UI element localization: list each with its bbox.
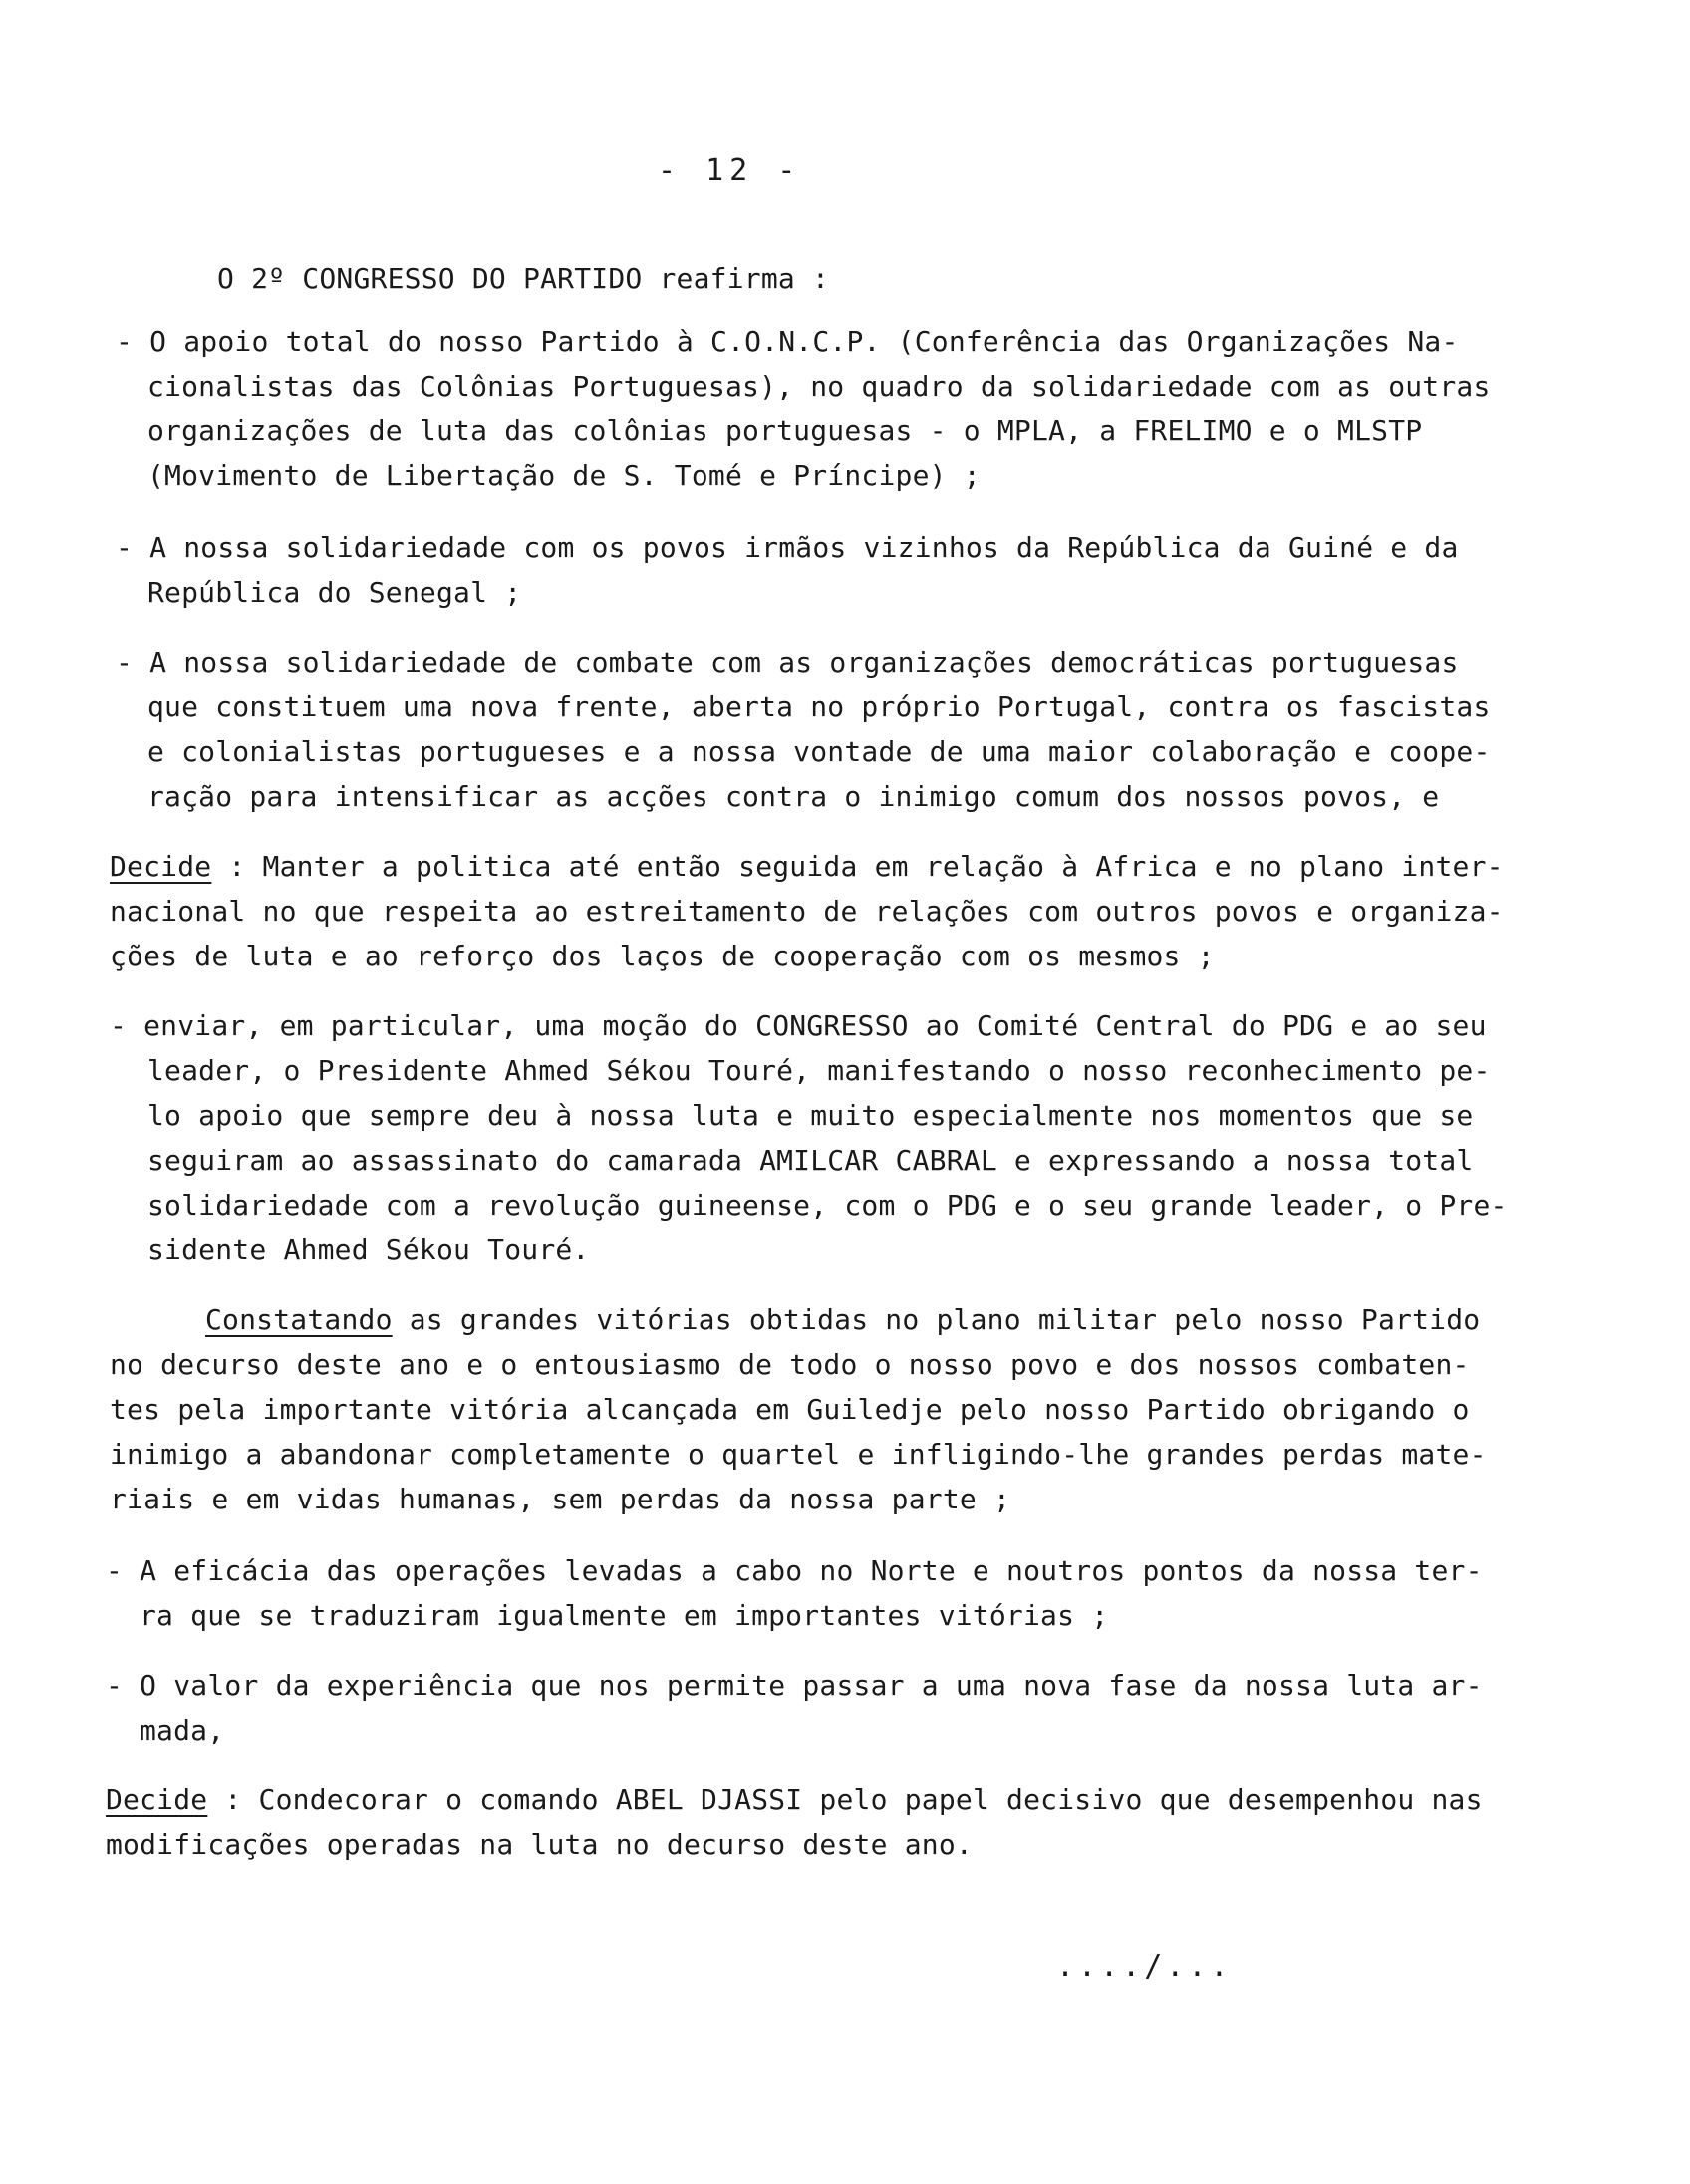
decide-line: nacional no que respeita ao estreitamento de relações com outros povos e organiza- — [110, 895, 1504, 928]
bullet-line: leader, o Presidente Ahmed Sékou Touré, manifestando o nosso reconhecimento pe- — [147, 1054, 1491, 1087]
constatando-label: Constatando — [205, 1303, 393, 1336]
bullet-line: solidariedade com a revolução guineense, com o PDG e o seu grande leader, o Pre- — [147, 1189, 1508, 1222]
constatando-line: inimigo a abandonar completamente o quartel e infligindo-lhe grandes perdas mate- — [110, 1438, 1487, 1471]
constatando-line: as grandes vitórias obtidas no plano militar pelo nosso Partido — [392, 1303, 1481, 1336]
bullet-line: e colonialistas portugueses e a nossa vontade de uma maior colaboração e coope- — [147, 735, 1491, 768]
decide-line: : Manter a politica até então seguida em relação à Africa e no plano inter- — [211, 850, 1504, 883]
bullet-line: - enviar, em particular, uma moção do CONGRESSO ao Comité Central do PDG e ao seu — [110, 1009, 1487, 1042]
constatando-line: no decurso deste ano e o entousiasmo de todo o nosso povo e dos nossos combaten- — [110, 1348, 1470, 1381]
bullet-line: - A nossa solidariedade de combate com as organizações democráticas portuguesas — [116, 646, 1459, 679]
decide-line: ções de luta e ao reforço dos laços de cooperação com os mesmos ; — [110, 940, 1215, 972]
bullet-line: seguiram ao assassinato do camarada AMILCAR CABRAL e expressando a nossa total — [147, 1144, 1474, 1177]
constatando-paragraph — [205, 1298, 1480, 1342]
decide-line: modificações operadas na luta no decurso deste ano. — [106, 1828, 973, 1861]
bullet-line: mada, — [140, 1714, 225, 1747]
bullet-line: - A eficácia das operações levadas a cabo no Norte e noutros pontos da nossa ter- — [106, 1554, 1483, 1587]
constatando-line: riais e em vidas humanas, sem perdas da nossa parte ; — [110, 1483, 1011, 1515]
constatando-line: tes pela importante vitória alcançada em Guiledje pelo nosso Partido obrigando o — [110, 1393, 1470, 1426]
bullet-line: (Movimento de Libertação de S. Tomé e Príncipe) ; — [147, 459, 981, 492]
bullet-line: cionalistas das Colônias Portuguesas), no quadro da solidariedade com as outras — [147, 370, 1491, 403]
decide-label: Decide — [110, 850, 212, 883]
bullet-line: ração para intensificar as acções contra o inimigo comum dos nossos povos, e — [147, 780, 1440, 813]
decide-label: Decide — [106, 1783, 208, 1816]
decide-paragraph — [110, 845, 1504, 889]
bullet-line: que constituem uma nova frente, aberta no próprio Portugal, contra os fascistas — [147, 690, 1491, 723]
page-number: - 12 - — [658, 153, 802, 188]
bullet-line: República do Senegal ; — [147, 576, 522, 609]
continuation-mark: ..../... — [1056, 1949, 1233, 1984]
bullet-line: ra que se traduziram igualmente em importantes vitórias ; — [140, 1599, 1109, 1632]
intro-heading: O 2º CONGRESSO DO PARTIDO reafirma : — [217, 262, 830, 295]
bullet-line: lo apoio que sempre deu à nossa luta e muito especialmente nos momentos que se — [147, 1099, 1474, 1132]
bullet-line: organizações de luta das colônias portuguesas - o MPLA, a FRELIMO e o MLSTP — [147, 414, 1423, 447]
bullet-line: - O valor da experiência que nos permite passar a uma nova fase da nossa luta ar- — [106, 1669, 1483, 1702]
decide-paragraph — [106, 1778, 1483, 1822]
bullet-line: - O apoio total do nosso Partido à C.O.N.C.P. (Conferência das Organizações Na- — [116, 325, 1459, 358]
decide-line: : Condecorar o comando ABEL DJASSI pelo papel decisivo que desempenhou nas — [207, 1783, 1483, 1816]
bullet-line: - A nossa solidariedade com os povos irmãos vizinhos da República da Guiné e da — [116, 531, 1459, 564]
bullet-line: sidente Ahmed Sékou Touré. — [147, 1233, 590, 1266]
